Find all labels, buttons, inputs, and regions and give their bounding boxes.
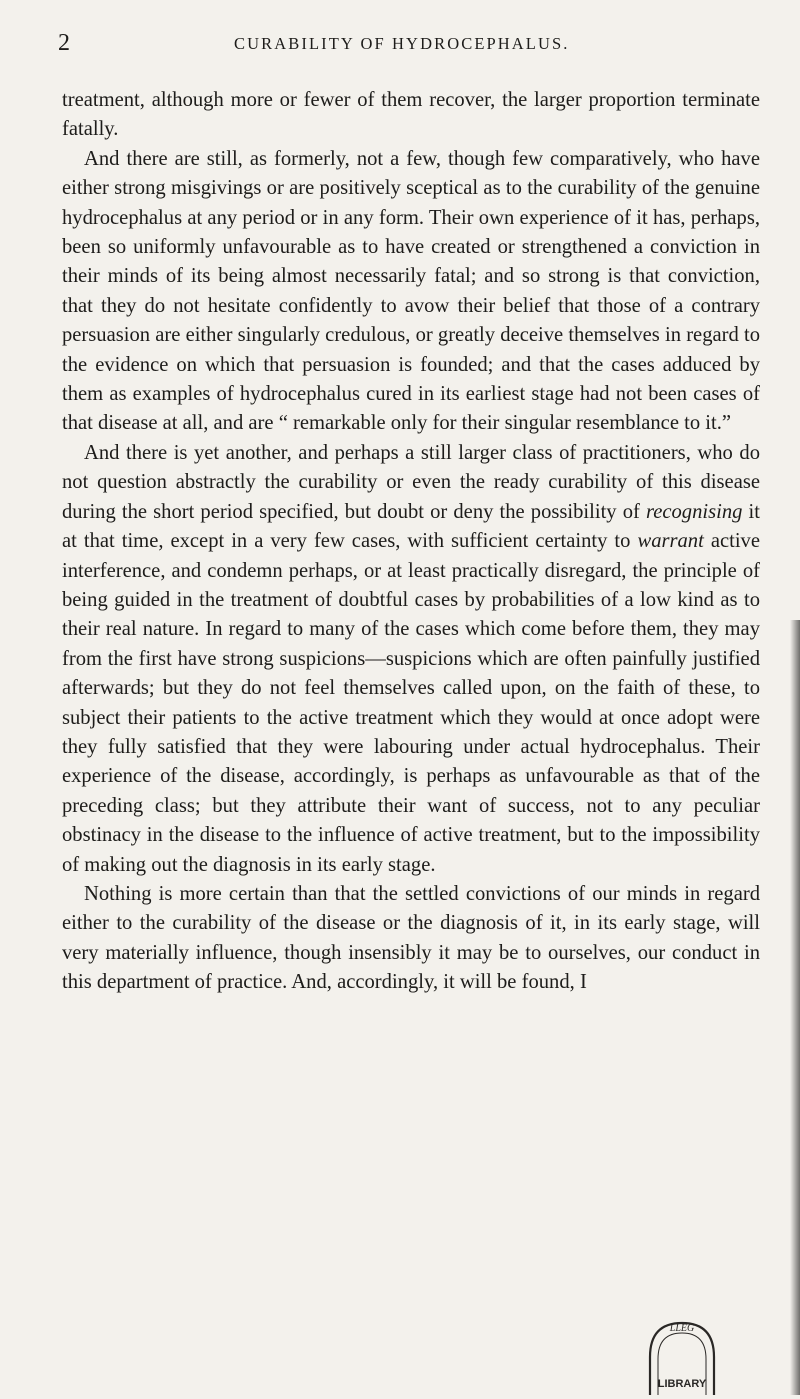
paragraph-2: And there are still, as formerly, not a few, though few comparatively, who have either strong misgivings or are positively sceptical as to the curability of the genuine hydrocephalus at any period or in any form. Their own experience of it has, perhaps, been so uniformly unfavourable as to have created or strengthened a conviction in their minds of its being almost necessarily fatal; and so strong is that conviction, that they do not hesitate confidently to avow their belief that those of a contrary persuasion are either singularly credulous, or greatly deceive themselves in regard to the evidence on which that persuasion is founded; and that the cases adduced by them as examples of hydrocephalus cured in its earliest stage had not been cases of that disease at all, and are “ remarkable only for their singular resemblance to it.” (62, 147, 760, 435)
italic-warrant: warrant (637, 530, 704, 553)
stamp-bottom-text: LIBRARY (657, 1378, 707, 1390)
running-title: CURABILITY OF HYDROCEPHALUS. (234, 34, 570, 53)
library-stamp (644, 1317, 720, 1395)
paragraph-3-part-1: And there is yet another, and perhaps a still larger class of practitioners, who do not question abstractly the curability or even the ready curability of this disease during the short period specified, but doubt or deny the possibility of (62, 441, 760, 523)
stamp-top-text: LLEG (669, 1323, 695, 1334)
body-text (62, 86, 760, 998)
page-number: 2 (58, 30, 70, 56)
paragraph-3-part-3: active interference, and condemn perhaps, or at least practically disregard, the principle of being guided in the treatment of doubtful cases by probabilities of a low kind as to their real nature. In regard to many of the cases which come before them, they may from the first have strong suspicions—suspicions which are often painfully justified afterwards; but they do not feel themselves called upon, on the faith of these, to subject their patients to the active treatment which they would at once adopt were they fully satisfied that they were labouring under actual hydrocephalus. Their experience of the disease, accordingly, is perhaps as unfavourable as that of the preceding class; but they attribute their want of success, not to any peculiar obstinacy in the disease to the influence of active treatment, but to the impossibility of making out the diagnosis in its early stage. (62, 530, 760, 876)
library-stamp-icon (644, 1317, 720, 1395)
paragraph-4: Nothing is more certain than that the settled convictions of our minds in regard either to the curability of the disease or the diagnosis of it, in its early stage, will very materially influence, though insensibly it may be to ourselves, our conduct in this department of practice. And, accordingly, it will be found, I (62, 882, 760, 994)
italic-recognising: recognising (645, 500, 743, 523)
paragraph-1: treatment, although more or fewer of them recover, the larger proportion terminate fatally. (62, 89, 760, 141)
paragraph-3-part-2: it at that time, except in a very few cases, with sufficient certainty to (62, 500, 760, 553)
running-head (58, 30, 770, 56)
paragraph-3 (62, 439, 760, 880)
page-edge-shadow (790, 620, 800, 1395)
